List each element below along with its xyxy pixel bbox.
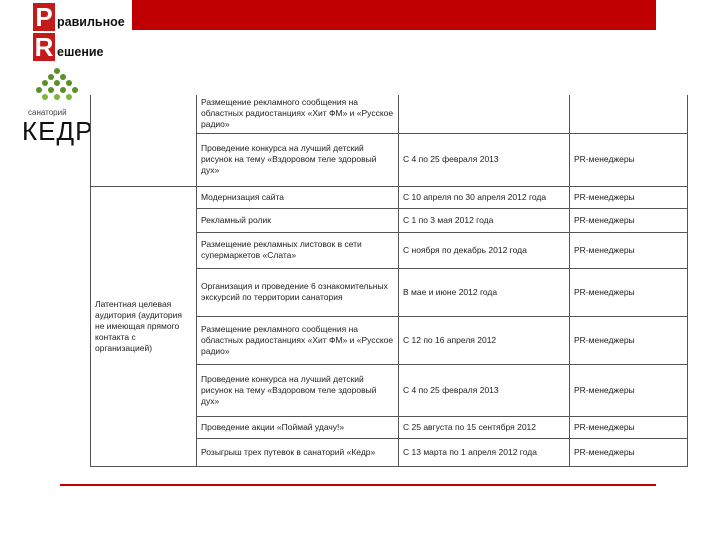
activity-cell: Рекламный ролик: [197, 208, 399, 232]
activity-cell: Организация и проведение 6 ознакомительных экскурсий по территории санатория: [197, 268, 399, 316]
kedr-logo-name: КЕДР: [22, 116, 94, 146]
date-cell: С 13 марта по 1 апреля 2012 года: [399, 438, 570, 466]
responsible-cell: [570, 95, 688, 133]
audience-cell: Латентная целевая аудитория (аудитория не имеющая прямого контакта с организацией): [91, 186, 197, 466]
activity-cell: Проведение акции «Поймай удачу!»: [197, 416, 399, 438]
date-cell: В мае и июне 2012 года: [399, 268, 570, 316]
logo-word-1: равильное: [57, 15, 125, 29]
activity-cell: Розыгрыш трех путевок в санаторий «Кедр»: [197, 438, 399, 466]
bottom-accent-line: [60, 484, 656, 486]
responsible-cell: PR-менеджеры: [570, 186, 688, 208]
logo-word-2: ешение: [57, 45, 104, 59]
date-cell: С ноября по декабрь 2012 года: [399, 232, 570, 268]
activity-cell: Размещение рекламных листовок в сети супермаркетов «Слата»: [197, 232, 399, 268]
table-row: [91, 95, 688, 133]
logo-letter-p: P: [33, 3, 55, 31]
responsible-cell: PR-менеджеры: [570, 416, 688, 438]
date-cell: [399, 95, 570, 133]
logo-row-1: [33, 3, 132, 31]
activity-cell: Размещение рекламного сообщения на областных радиостанциях «Хит ФМ» и «Русское радио»: [197, 95, 399, 133]
responsible-cell: PR-менеджеры: [570, 133, 688, 186]
activity-cell: Проведение конкурса на лучший детский рисунок на тему «Вздоровом теле здоровый дух»: [197, 364, 399, 416]
date-cell: С 12 по 16 апреля 2012: [399, 316, 570, 364]
logo-letter-r: R: [34, 32, 54, 62]
date-cell: С 1 по 3 мая 2012 года: [399, 208, 570, 232]
activity-cell: Размещение рекламного сообщения на областных радиостанциях «Хит ФМ» и «Русское радио»: [197, 316, 399, 364]
responsible-cell: PR-менеджеры: [570, 364, 688, 416]
date-cell: С 4 по 25 февраля 2013: [399, 364, 570, 416]
activity-cell: Проведение конкурса на лучший детский рисунок на тему «Вздоровом теле здоровый дух»: [197, 133, 399, 186]
pravilnoe-reshenie-logo: [33, 3, 132, 61]
date-cell: С 4 по 25 февраля 2013: [399, 133, 570, 186]
responsible-cell: PR-менеджеры: [570, 208, 688, 232]
activity-cell: Модернизация сайта: [197, 186, 399, 208]
date-cell: С 25 августа по 15 сентября 2012: [399, 416, 570, 438]
top-accent-bar: [132, 0, 656, 30]
date-cell: С 10 апреля по 30 апреля 2012 года: [399, 186, 570, 208]
kedr-logo: [22, 66, 92, 148]
responsible-cell: PR-менеджеры: [570, 232, 688, 268]
logo-row-2: [33, 33, 132, 61]
responsible-cell: PR-менеджеры: [570, 438, 688, 466]
audience-cell: [91, 95, 197, 186]
responsible-cell: PR-менеджеры: [570, 316, 688, 364]
pr-plan-table: [90, 95, 688, 467]
responsible-cell: PR-менеджеры: [570, 268, 688, 316]
kedr-logo-subtitle: санаторий: [28, 108, 67, 117]
table-row: [91, 186, 688, 208]
pine-tree-icon: [32, 66, 82, 106]
